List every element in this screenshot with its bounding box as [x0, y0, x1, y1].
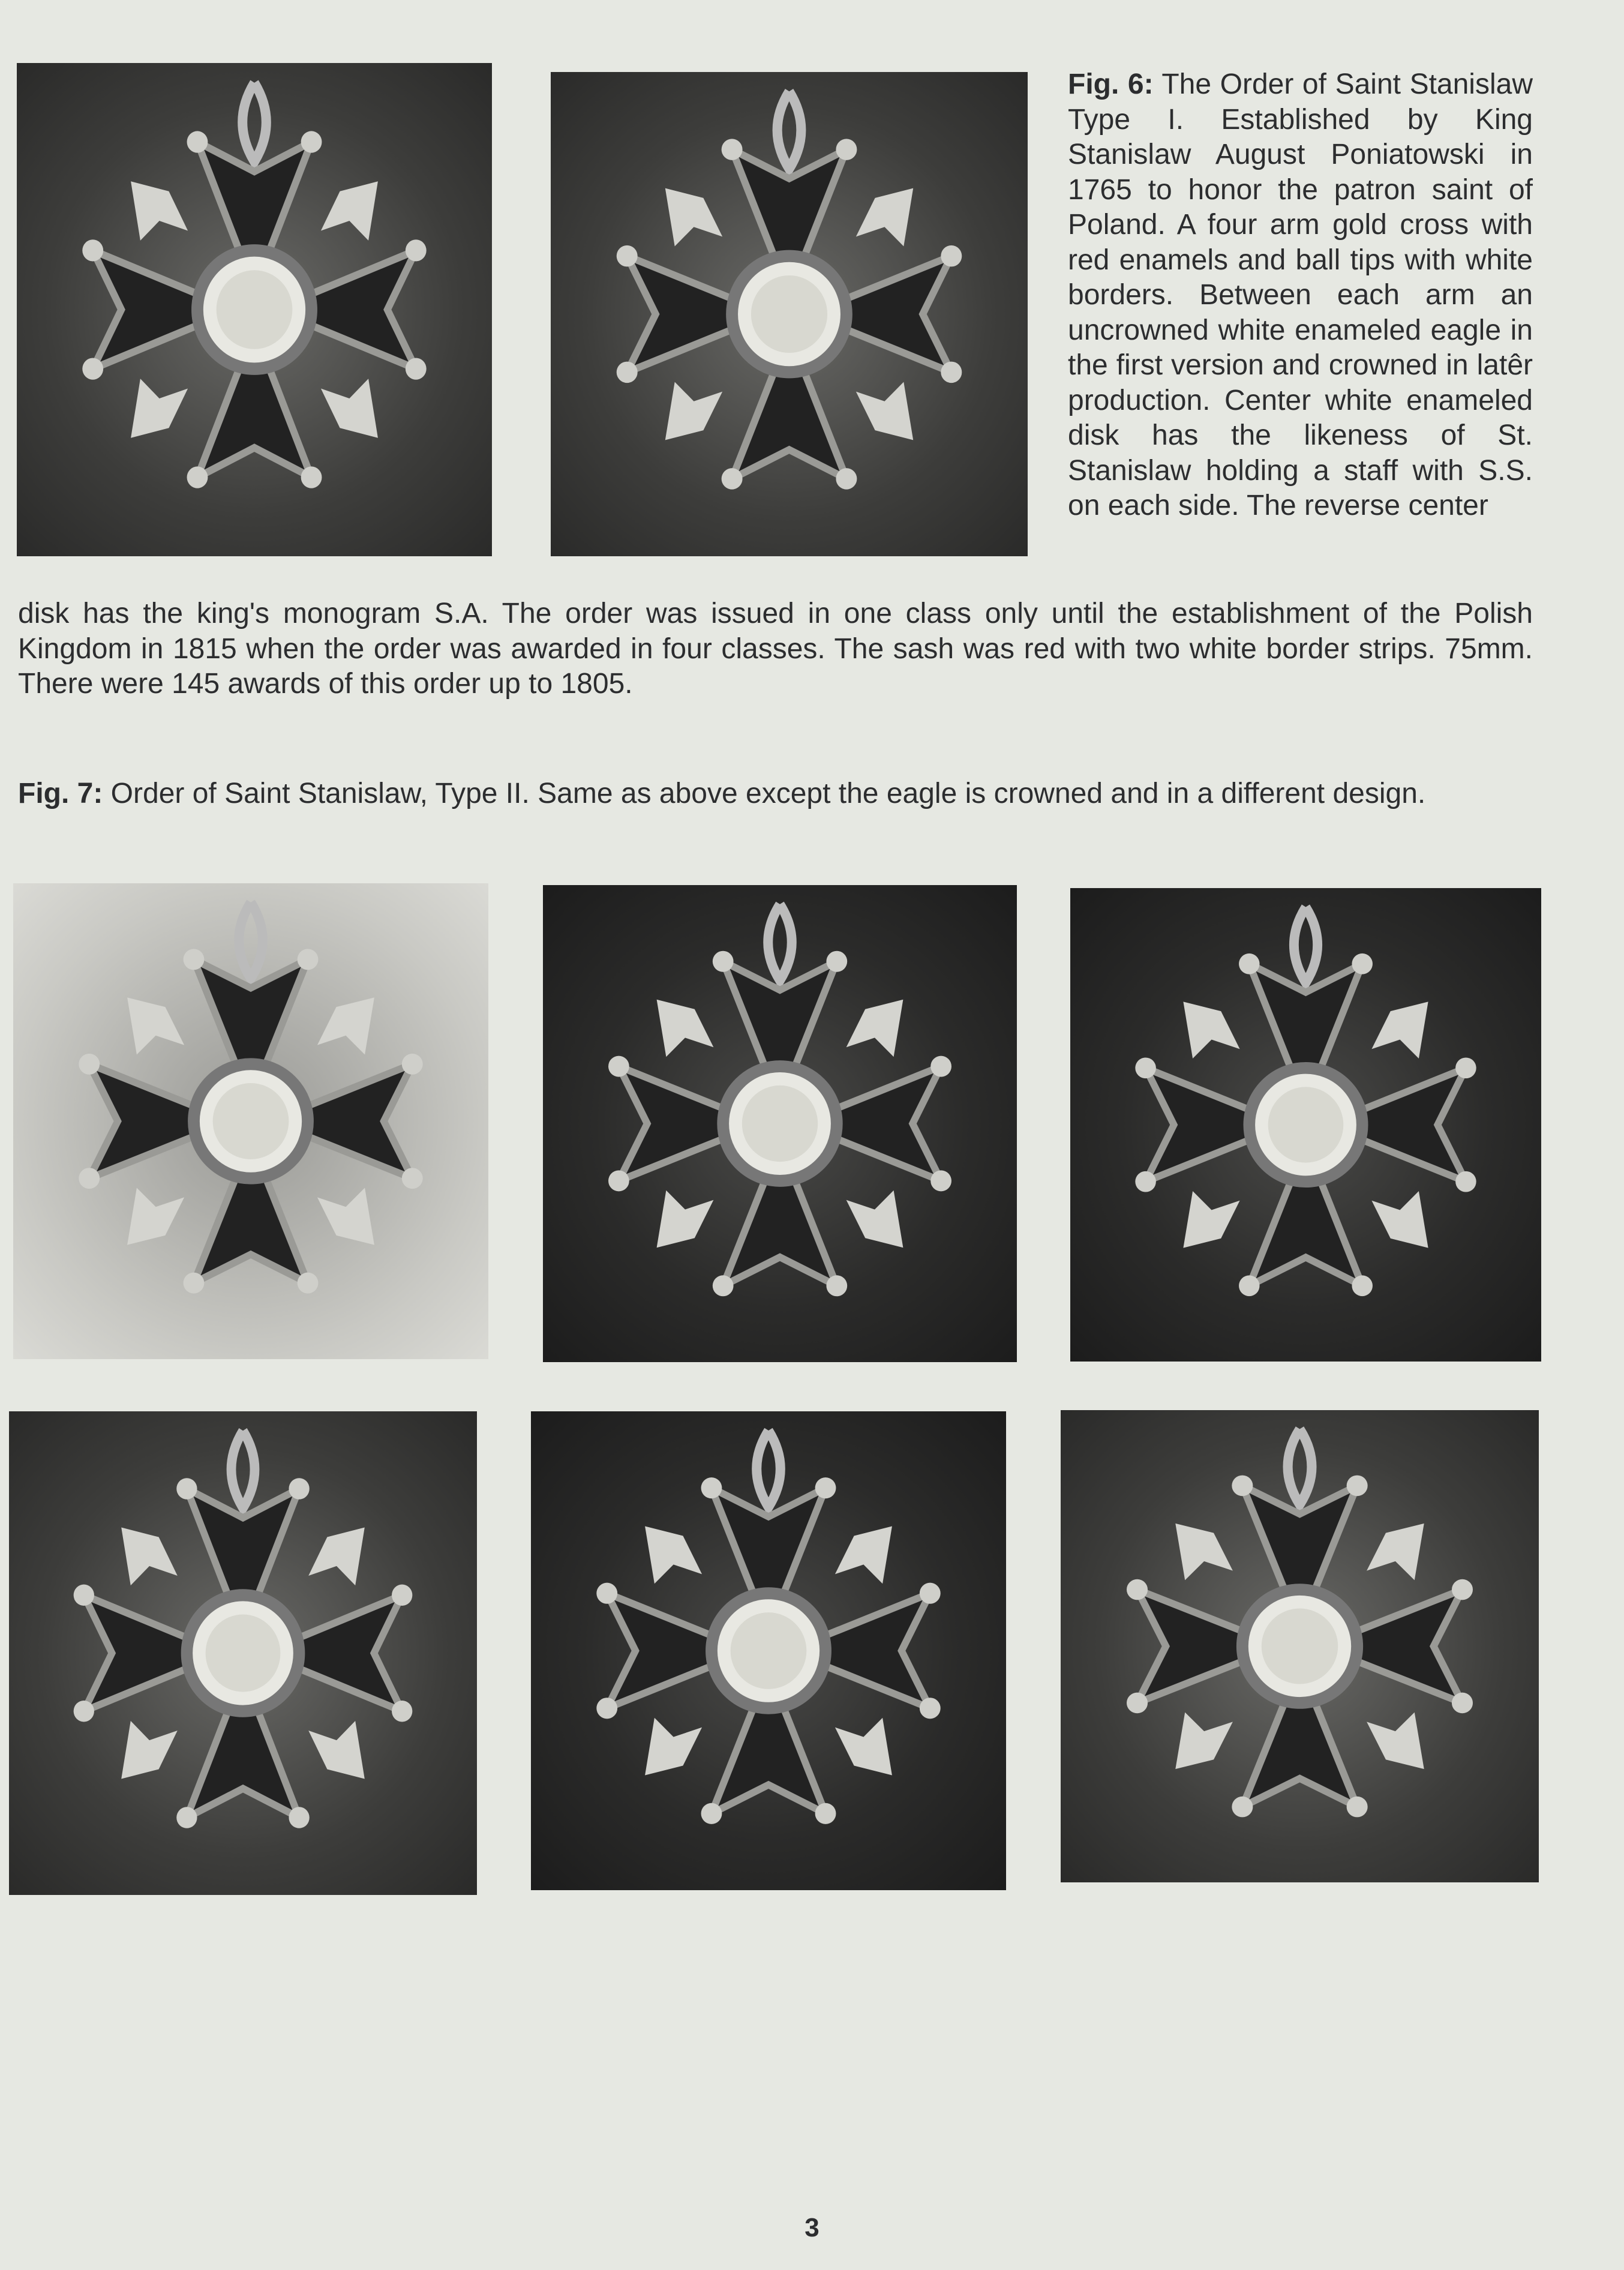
fig7-photo-2	[543, 885, 1017, 1362]
fig7-photo-1	[13, 883, 488, 1359]
fig6-caption	[1068, 67, 1533, 524]
fig7-label: Fig. 7:	[18, 778, 103, 809]
fig7-photo-6	[1061, 1410, 1539, 1882]
fig6-label: Fig. 6:	[1068, 68, 1154, 100]
fig7-photo-5	[531, 1411, 1006, 1890]
fig7-caption	[18, 776, 1533, 812]
fig6-caption-continued: disk has the king's monogram S.A. The order was issued in one class only until the establishment of the Polish Kingdom in 1815 when the order was awarded in four classes. The sash was red with two white border strips. 75mm. There were 145 awards of this order up to 1805.	[18, 598, 1533, 700]
fig7-caption-text: Order of Saint Stanislaw, Type II. Same as above except the eagle is crowned and in a different design.	[110, 778, 1426, 809]
page-number: 3	[805, 2213, 819, 2242]
fig7-photo-3	[1070, 888, 1541, 1362]
fig6-photo-reverse	[551, 72, 1028, 556]
fig7-photo-4	[9, 1411, 477, 1895]
fig6-caption-text: The Order of Saint Stanislaw Type I. Established by King Stanislaw August Poniatowski in 1765 to honor the patron saint of Poland. A four arm gold cross with red enamels and ball tips with white borders. Between each arm an uncrowned white enameled eagle in the first version and crowned in latêr production. Center white enameled disk has the likeness of St. Stanislaw holding a staff with S.S. on each side. The reverse center	[1068, 68, 1533, 521]
fig6-photo-obverse	[17, 63, 492, 556]
